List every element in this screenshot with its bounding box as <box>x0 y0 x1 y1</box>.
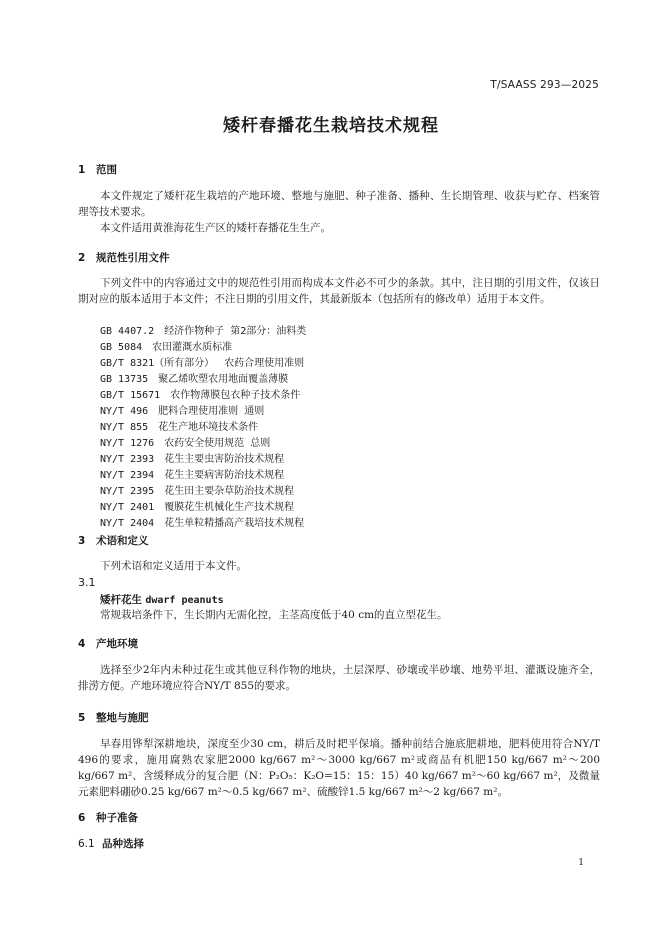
reference-code: NY/T 496 <box>100 406 149 417</box>
reference-item <box>100 514 304 529</box>
term-entry <box>100 592 224 607</box>
section-3-heading <box>78 533 149 548</box>
reference-code: NY/T 2401 <box>100 502 155 513</box>
reference-item <box>100 338 232 353</box>
reference-name: 农作物薄膜包衣种子技术条件 <box>170 390 301 401</box>
paragraph-text: 下列文件中的内容通过文中的规范性引用而构成本文件必不可少的条款。其中，注日期的引用文件，仅该日期对应的版本适用于本文件；不注日期的引用文件，其最新版本（包括所有的修改单）适用于本文件。 <box>78 277 600 305</box>
section-2-heading <box>78 250 170 265</box>
document-number: T/SAASS 293—2025 <box>490 79 599 91</box>
reference-code: GB 5084 <box>100 342 143 353</box>
reference-item <box>100 386 300 401</box>
reference-name: 花生产地环境技术条件 <box>158 422 259 433</box>
reference-code: NY/T 2393 <box>100 454 155 465</box>
reference-item <box>100 482 294 497</box>
reference-name: 农田灌溉水质标准 <box>152 342 233 353</box>
subsection-title: 品种选择 <box>102 838 144 850</box>
section-number: 4 <box>78 638 86 650</box>
reference-item <box>100 354 304 369</box>
reference-item <box>100 418 258 433</box>
page-number: 1 <box>578 858 584 868</box>
reference-code: NY/T 2395 <box>100 486 155 497</box>
reference-code: GB/T 15671 <box>100 390 161 401</box>
section-1-paragraph-1 <box>78 188 600 220</box>
section-title: 范围 <box>96 164 117 176</box>
paragraph-text: 本文件规定了矮杆花生栽培的产地环境、整地与施肥、种子准备、播种、生长期管理、收获与贮存、档案管理等技术要求。 <box>78 190 600 218</box>
section-title: 种子准备 <box>96 812 138 824</box>
term-english: dwarf peanuts <box>145 595 224 606</box>
subsection-6-1-heading <box>78 836 144 851</box>
reference-code: GB/T 8321（所有部分） <box>100 358 215 369</box>
section-number: 2 <box>78 252 86 264</box>
reference-name: 花生主要病害防治技术规程 <box>164 470 285 481</box>
reference-code: NY/T 2404 <box>100 518 155 529</box>
document-title: 矮杆春播花生栽培技术规程 <box>223 116 439 136</box>
reference-item <box>100 434 270 449</box>
paragraph-text: 下列术语和定义适用于本文件。 <box>100 560 247 572</box>
reference-name: 经济作物种子 第2部分：油料类 <box>164 326 307 337</box>
term-chinese: 矮杆花生 <box>100 594 142 606</box>
reference-item <box>100 450 284 465</box>
reference-code: NY/T 1276 <box>100 438 155 449</box>
section-4-heading <box>78 636 138 651</box>
section-5-paragraph-1 <box>78 736 600 800</box>
reference-name: 肥料合理使用准则 通则 <box>158 406 265 417</box>
reference-code: NY/T 2394 <box>100 470 155 481</box>
section-number: 1 <box>78 164 86 176</box>
reference-item <box>100 498 294 513</box>
reference-item <box>100 402 264 417</box>
reference-item <box>100 466 284 481</box>
paragraph-text: 早春用铧犁深耕地块，深度至少30 cm，耕后及时耙平保墒。播种前结合施底肥耕地，肥料使用符合NY/T 496的要求，施用腐熟农家肥2000 kg/667 m²～3000 kg/667 m²或商品有机肥150 kg/667 m²～200 kg/667 m²、含缓释成分的复合肥（N：P₂O₅：K₂O=15：15：15）40 kg/667 m²～60 kg/667 m²，及微量元素肥料硼砂0.25 kg/667 m²～0.5 kg/667 m²、硫酸锌1.5 kg/667 m²～2 kg/667 m²。 <box>78 738 600 798</box>
section-1-paragraph-2 <box>78 220 600 236</box>
paragraph-text: 本文件适用黄淮海花生产区的矮杆春播花生生产。 <box>100 222 331 234</box>
term-number: 3.1 <box>78 576 96 589</box>
reference-name: 聚乙烯吹塑农用地面覆盖薄膜 <box>158 374 289 385</box>
term-definition: 常规栽培条件下，生长期内无需化控，主茎高度低于40 cm的直立型花生。 <box>100 609 448 621</box>
reference-code: NY/T 855 <box>100 422 149 433</box>
section-title: 整地与施肥 <box>96 712 149 724</box>
reference-name: 花生田主要杂草防治技术规程 <box>164 486 295 497</box>
section-2-paragraph-1 <box>78 275 600 307</box>
section-3-paragraph-1 <box>78 558 600 574</box>
section-4-paragraph-1 <box>78 662 600 694</box>
section-title: 规范性引用文件 <box>96 252 170 264</box>
reference-name: 覆膜花生机械化生产技术规程 <box>164 502 295 513</box>
section-number: 3 <box>78 535 86 547</box>
reference-code: GB 4407.2 <box>100 326 155 337</box>
section-number: 6 <box>78 812 86 824</box>
reference-name: 花生主要虫害防治技术规程 <box>164 454 285 465</box>
reference-item <box>100 322 306 337</box>
reference-item <box>100 370 288 385</box>
paragraph-text: 选择至少2年内未种过花生或其他豆科作物的地块，土层深厚、砂壤或半砂壤、地势平坦、灌溉设施齐全，排涝方便。产地环境应符合NY/T 855的要求。 <box>78 664 600 692</box>
reference-name: 农药安全使用规范 总则 <box>164 438 271 449</box>
section-6-heading <box>78 810 138 825</box>
reference-name: 花生单粒精播高产栽培技术规程 <box>164 518 305 529</box>
section-title: 产地环境 <box>96 638 138 650</box>
reference-name: 农药合理使用准则 <box>224 358 305 369</box>
section-title: 术语和定义 <box>96 535 149 547</box>
reference-code: GB 13735 <box>100 374 149 385</box>
section-number: 5 <box>78 712 86 724</box>
section-1-heading <box>78 162 117 177</box>
section-5-heading <box>78 710 149 725</box>
subsection-number: 6.1 <box>78 838 95 850</box>
